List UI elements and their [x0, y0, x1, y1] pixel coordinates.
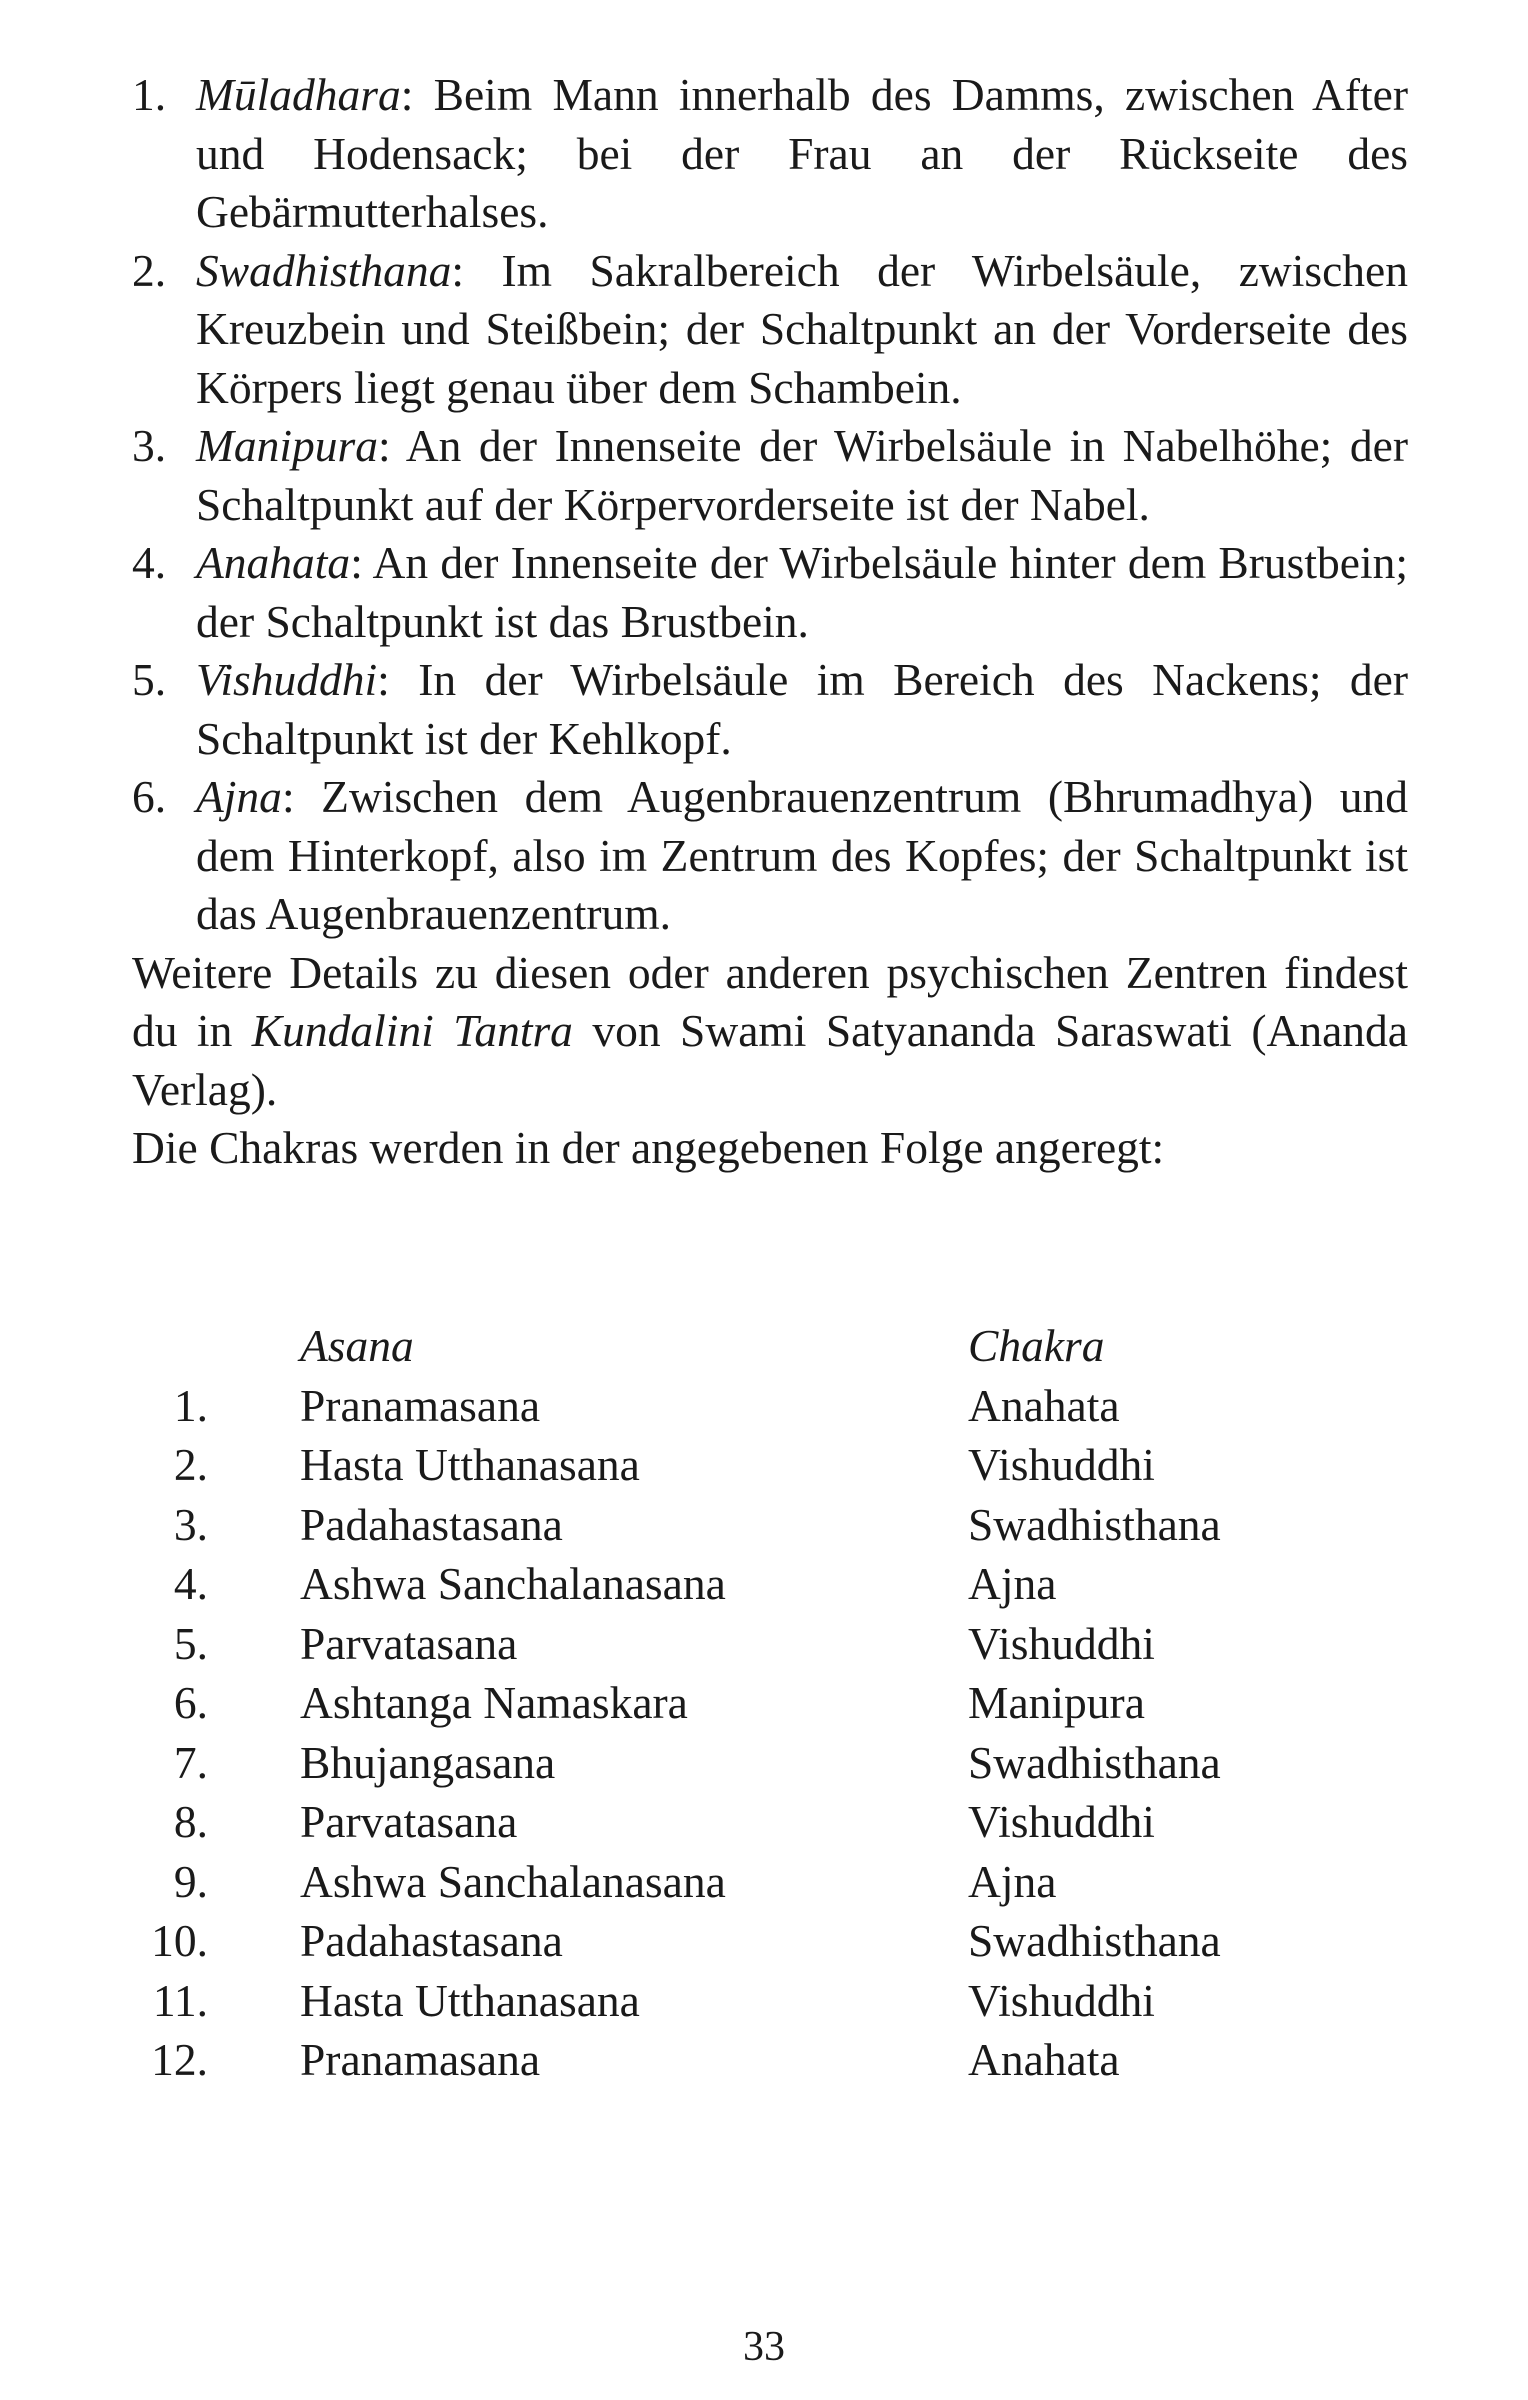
- chakra-description: : Im Sakralbereich der Wirbelsäule, zwischen Kreuzbein und Steißbein; der Schaltpunkt an der Vorderseite des Körpers liegt genau über dem Schambein.: [196, 244, 1408, 413]
- chakra-location-item: [132, 768, 1408, 944]
- row-number: 2.: [173, 1439, 208, 1490]
- item-number: 4.: [132, 537, 167, 588]
- row-chakra: Vishuddhi: [968, 1974, 1155, 2026]
- table-row: [132, 1376, 1408, 1436]
- table-row: [132, 1554, 1408, 1614]
- chakra-description: : Beim Mann innerhalb des Damms, zwischen After und Hodensack; bei der Frau an der Rückseite des Gebärmutterhalses.: [196, 69, 1408, 237]
- chakra-location-item: [132, 242, 1408, 418]
- page-number: 33: [743, 2324, 785, 2370]
- row-asana: Parvatasana: [300, 1617, 518, 1669]
- table-row: [132, 1614, 1408, 1674]
- item-number: 2.: [132, 244, 167, 296]
- row-number: 1.: [173, 1379, 208, 1431]
- row-number: 4.: [173, 1558, 208, 1609]
- row-asana: Padahastasana: [300, 1498, 563, 1550]
- row-asana: Bhujangasana: [300, 1736, 556, 1788]
- table-row: [132, 1911, 1408, 1971]
- chakra-description: : In der Wirbelsäule im Bereich des Nackens; der Schaltpunkt ist der Kehlkopf.: [196, 654, 1408, 764]
- row-asana: Pranamasana: [300, 1379, 541, 1431]
- row-asana: Hasta Utthanasana: [300, 1974, 640, 2026]
- row-chakra: Vishuddhi: [968, 1439, 1155, 1490]
- table-row: [132, 1792, 1408, 1852]
- item-number: 1.: [132, 69, 167, 120]
- row-asana: Ashwa Sanchalanasana: [300, 1558, 726, 1609]
- row-asana: Padahastasana: [300, 1915, 563, 1966]
- chakra-name: Vishuddhi: [196, 654, 378, 705]
- row-number: 12.: [151, 2034, 208, 2085]
- table-row: [132, 1435, 1408, 1495]
- row-chakra: Ajna: [968, 1558, 1057, 1609]
- further-details-paragraph: [132, 944, 1408, 1120]
- book-title: Kundalini Tantra: [251, 1005, 573, 1056]
- row-chakra: Vishuddhi: [968, 1617, 1155, 1669]
- row-chakra: Anahata: [968, 1379, 1120, 1431]
- table-header: [132, 1316, 1408, 1376]
- chakra-description: : An der Innenseite der Wirbelsäule in Nabelhöhe; der Schaltpunkt auf der Körpervorderseite ist der Nabel.: [196, 420, 1408, 530]
- further-details-text-end: von Swami Satyananda Saraswati (Ananda Verlag).: [132, 1005, 1408, 1115]
- chakra-description: : An der Innenseite der Wirbelsäule hinter dem Brustbein; der Schaltpunkt ist das Brustbein.: [196, 537, 1408, 647]
- row-chakra: Swadhisthana: [968, 1915, 1221, 1966]
- table-row: [132, 1495, 1408, 1555]
- row-number: 6.: [173, 1677, 208, 1728]
- further-details-text: Weitere Details zu diesen oder anderen psychischen Zentren findest du in: [132, 946, 1408, 1056]
- row-number: 10.: [151, 1915, 208, 1966]
- row-number: 11.: [152, 1974, 208, 2026]
- row-asana: Parvatasana: [300, 1796, 518, 1847]
- row-asana: Hasta Utthanasana: [300, 1439, 640, 1490]
- chakra-name: Manipura: [196, 420, 378, 471]
- table-row: [132, 2030, 1408, 2090]
- chakra-name: Ajna: [196, 771, 282, 822]
- chakra-location-item: [132, 651, 1408, 768]
- table-row: [132, 1971, 1408, 2031]
- row-number: 5.: [173, 1617, 208, 1669]
- row-asana: Pranamasana: [300, 2034, 541, 2085]
- table-row: [132, 1852, 1408, 1912]
- row-chakra: Anahata: [968, 2034, 1120, 2085]
- row-asana: Ashwa Sanchalanasana: [300, 1855, 726, 1907]
- row-chakra: Swadhisthana: [968, 1498, 1221, 1550]
- chakra-name: Swadhisthana: [196, 244, 452, 296]
- page-body: [132, 66, 1408, 2085]
- chakra-description: : Zwischen dem Augenbrauenzentrum (Bhrumadhya) und dem Hinterkopf, also im Zentrum des Kopfes; der Schaltpunkt ist das Augenbrauenzentrum.: [196, 771, 1408, 939]
- item-number: 3.: [132, 420, 167, 471]
- sequence-intro: Die Chakras werden in der angegebenen Folge angeregt:: [132, 1122, 1165, 1173]
- chakra-location-list: [132, 66, 1408, 944]
- item-number: 5.: [132, 654, 167, 705]
- row-number: 3.: [173, 1498, 208, 1550]
- row-chakra: Vishuddhi: [968, 1796, 1155, 1847]
- chakra-name: Mūladhara: [196, 69, 401, 120]
- chakra-location-item: [132, 534, 1408, 651]
- row-asana: Ashtanga Namaskara: [300, 1677, 688, 1728]
- header-asana: Asana: [300, 1320, 414, 1371]
- row-chakra: Manipura: [968, 1677, 1145, 1728]
- row-chakra: Ajna: [968, 1855, 1057, 1907]
- chakra-location-item: [132, 417, 1408, 534]
- chakra-name: Anahata: [196, 537, 351, 588]
- table-row: [132, 1673, 1408, 1733]
- sequence-table: [132, 1316, 1408, 2090]
- table-row: [132, 1733, 1408, 1793]
- row-chakra: Swadhisthana: [968, 1736, 1221, 1788]
- header-chakra: Chakra: [968, 1320, 1105, 1371]
- item-number: 6.: [132, 771, 167, 822]
- row-number: 7.: [173, 1736, 208, 1788]
- row-number: 8.: [173, 1796, 208, 1847]
- row-number: 9.: [173, 1855, 208, 1907]
- chakra-location-item: [132, 66, 1408, 242]
